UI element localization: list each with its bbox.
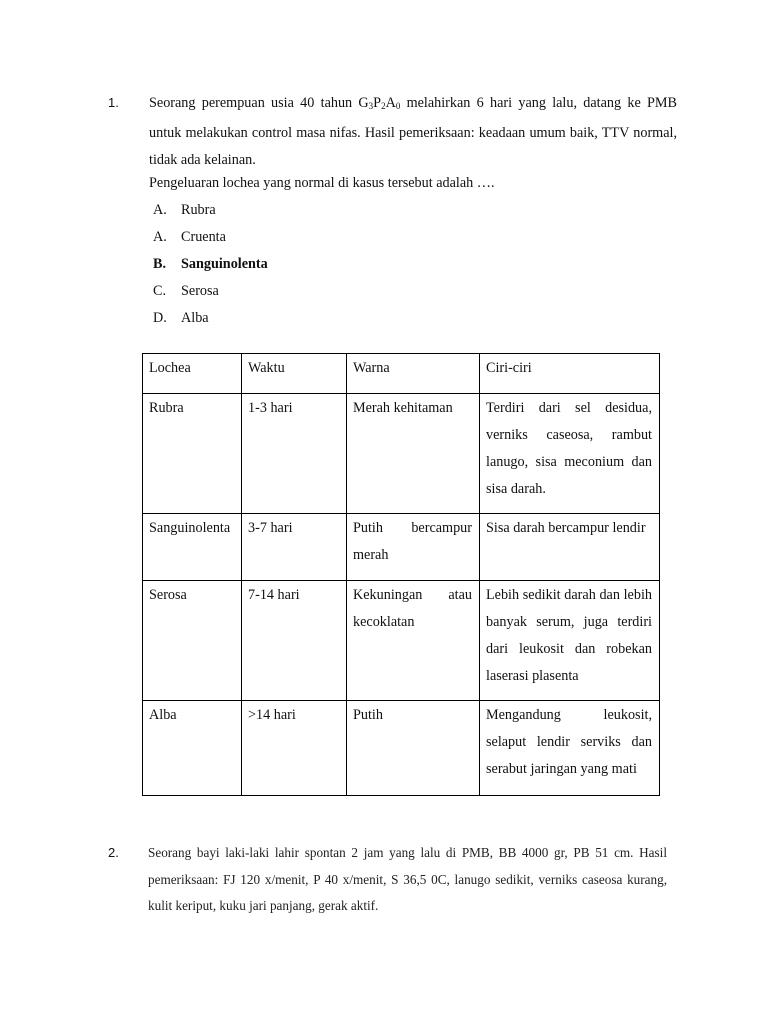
table-header-row <box>143 354 660 394</box>
lochea-table <box>142 353 660 796</box>
cell-warna: Kekuningan atau kecoklatan <box>347 581 480 701</box>
table-row <box>143 394 660 514</box>
question-2-stem: Seorang bayi laki-laki lahir spontan 2 jam yang lalu di PMB, BB 4000 gr, PB 51 cm. Hasil pemeriksaan: FJ 120 x/menit, P 40 x/menit, S 36,5 0C, lanugo sedikit, verniks caseosa kurang, kulit keriput, kuku jari panjang, gerak aktif. <box>148 845 667 913</box>
header-ciri-ciri: Ciri-ciri <box>480 354 660 394</box>
header-waktu: Waktu <box>242 354 347 394</box>
cell-ciri-ciri: Sisa darah bercampur lendir <box>480 514 660 581</box>
question-1-number: 1. <box>108 95 119 110</box>
question-1-prompt: Pengeluaran lochea yang normal di kasus tersebut adalah …. <box>149 175 495 191</box>
cell-warna: Merah kehitaman <box>347 394 480 514</box>
cell-waktu: 1-3 hari <box>242 394 347 514</box>
cell-lochea: Alba <box>143 701 242 796</box>
header-warna: Warna <box>347 354 480 394</box>
cell-warna: Putih bercampur merah <box>347 514 480 581</box>
cell-waktu: >14 hari <box>242 701 347 796</box>
cell-lochea: Sanguinolenta <box>143 514 242 581</box>
option-b-sanguinolenta-answer: B. Sanguinolenta <box>153 256 268 272</box>
cell-ciri-ciri: Mengandung leukosit, selaput lendir serviks dan serabut jaringan yang mati <box>480 701 660 796</box>
cell-lochea: Serosa <box>143 581 242 701</box>
option-c-serosa: C. Serosa <box>153 283 219 299</box>
option-a-rubra: A. Rubra <box>153 202 216 218</box>
question-1-stem: Seorang perempuan usia 40 tahun $G_3P_2A_0$ melahirkan 6 hari yang lalu, datang ke PMB untuk melakukan control masa nifas. Hasil pemeriksaan: keadaan umum baik, TTV normal, tidak ada kelainan. <box>149 95 677 168</box>
cell-waktu: 3-7 hari <box>242 514 347 581</box>
header-lochea: Lochea <box>143 354 242 394</box>
cell-lochea: Rubra <box>143 394 242 514</box>
option-d-alba: D. Alba <box>153 310 209 326</box>
cell-ciri-ciri: Lebih sedikit darah dan lebih banyak serum, juga terdiri dari leukosit dan robekan laserasi plasenta <box>480 581 660 701</box>
cell-ciri-ciri: Terdiri dari sel desidua, verniks caseosa, rambut lanugo, sisa meconium dan sisa darah. <box>480 394 660 514</box>
option-a-cruenta: A. Cruenta <box>153 229 226 245</box>
table-row <box>143 514 660 581</box>
cell-waktu: 7-14 hari <box>242 581 347 701</box>
table-row <box>143 701 660 796</box>
table-row <box>143 581 660 701</box>
question-2-number: 2. <box>108 845 119 860</box>
cell-warna: Putih <box>347 701 480 796</box>
